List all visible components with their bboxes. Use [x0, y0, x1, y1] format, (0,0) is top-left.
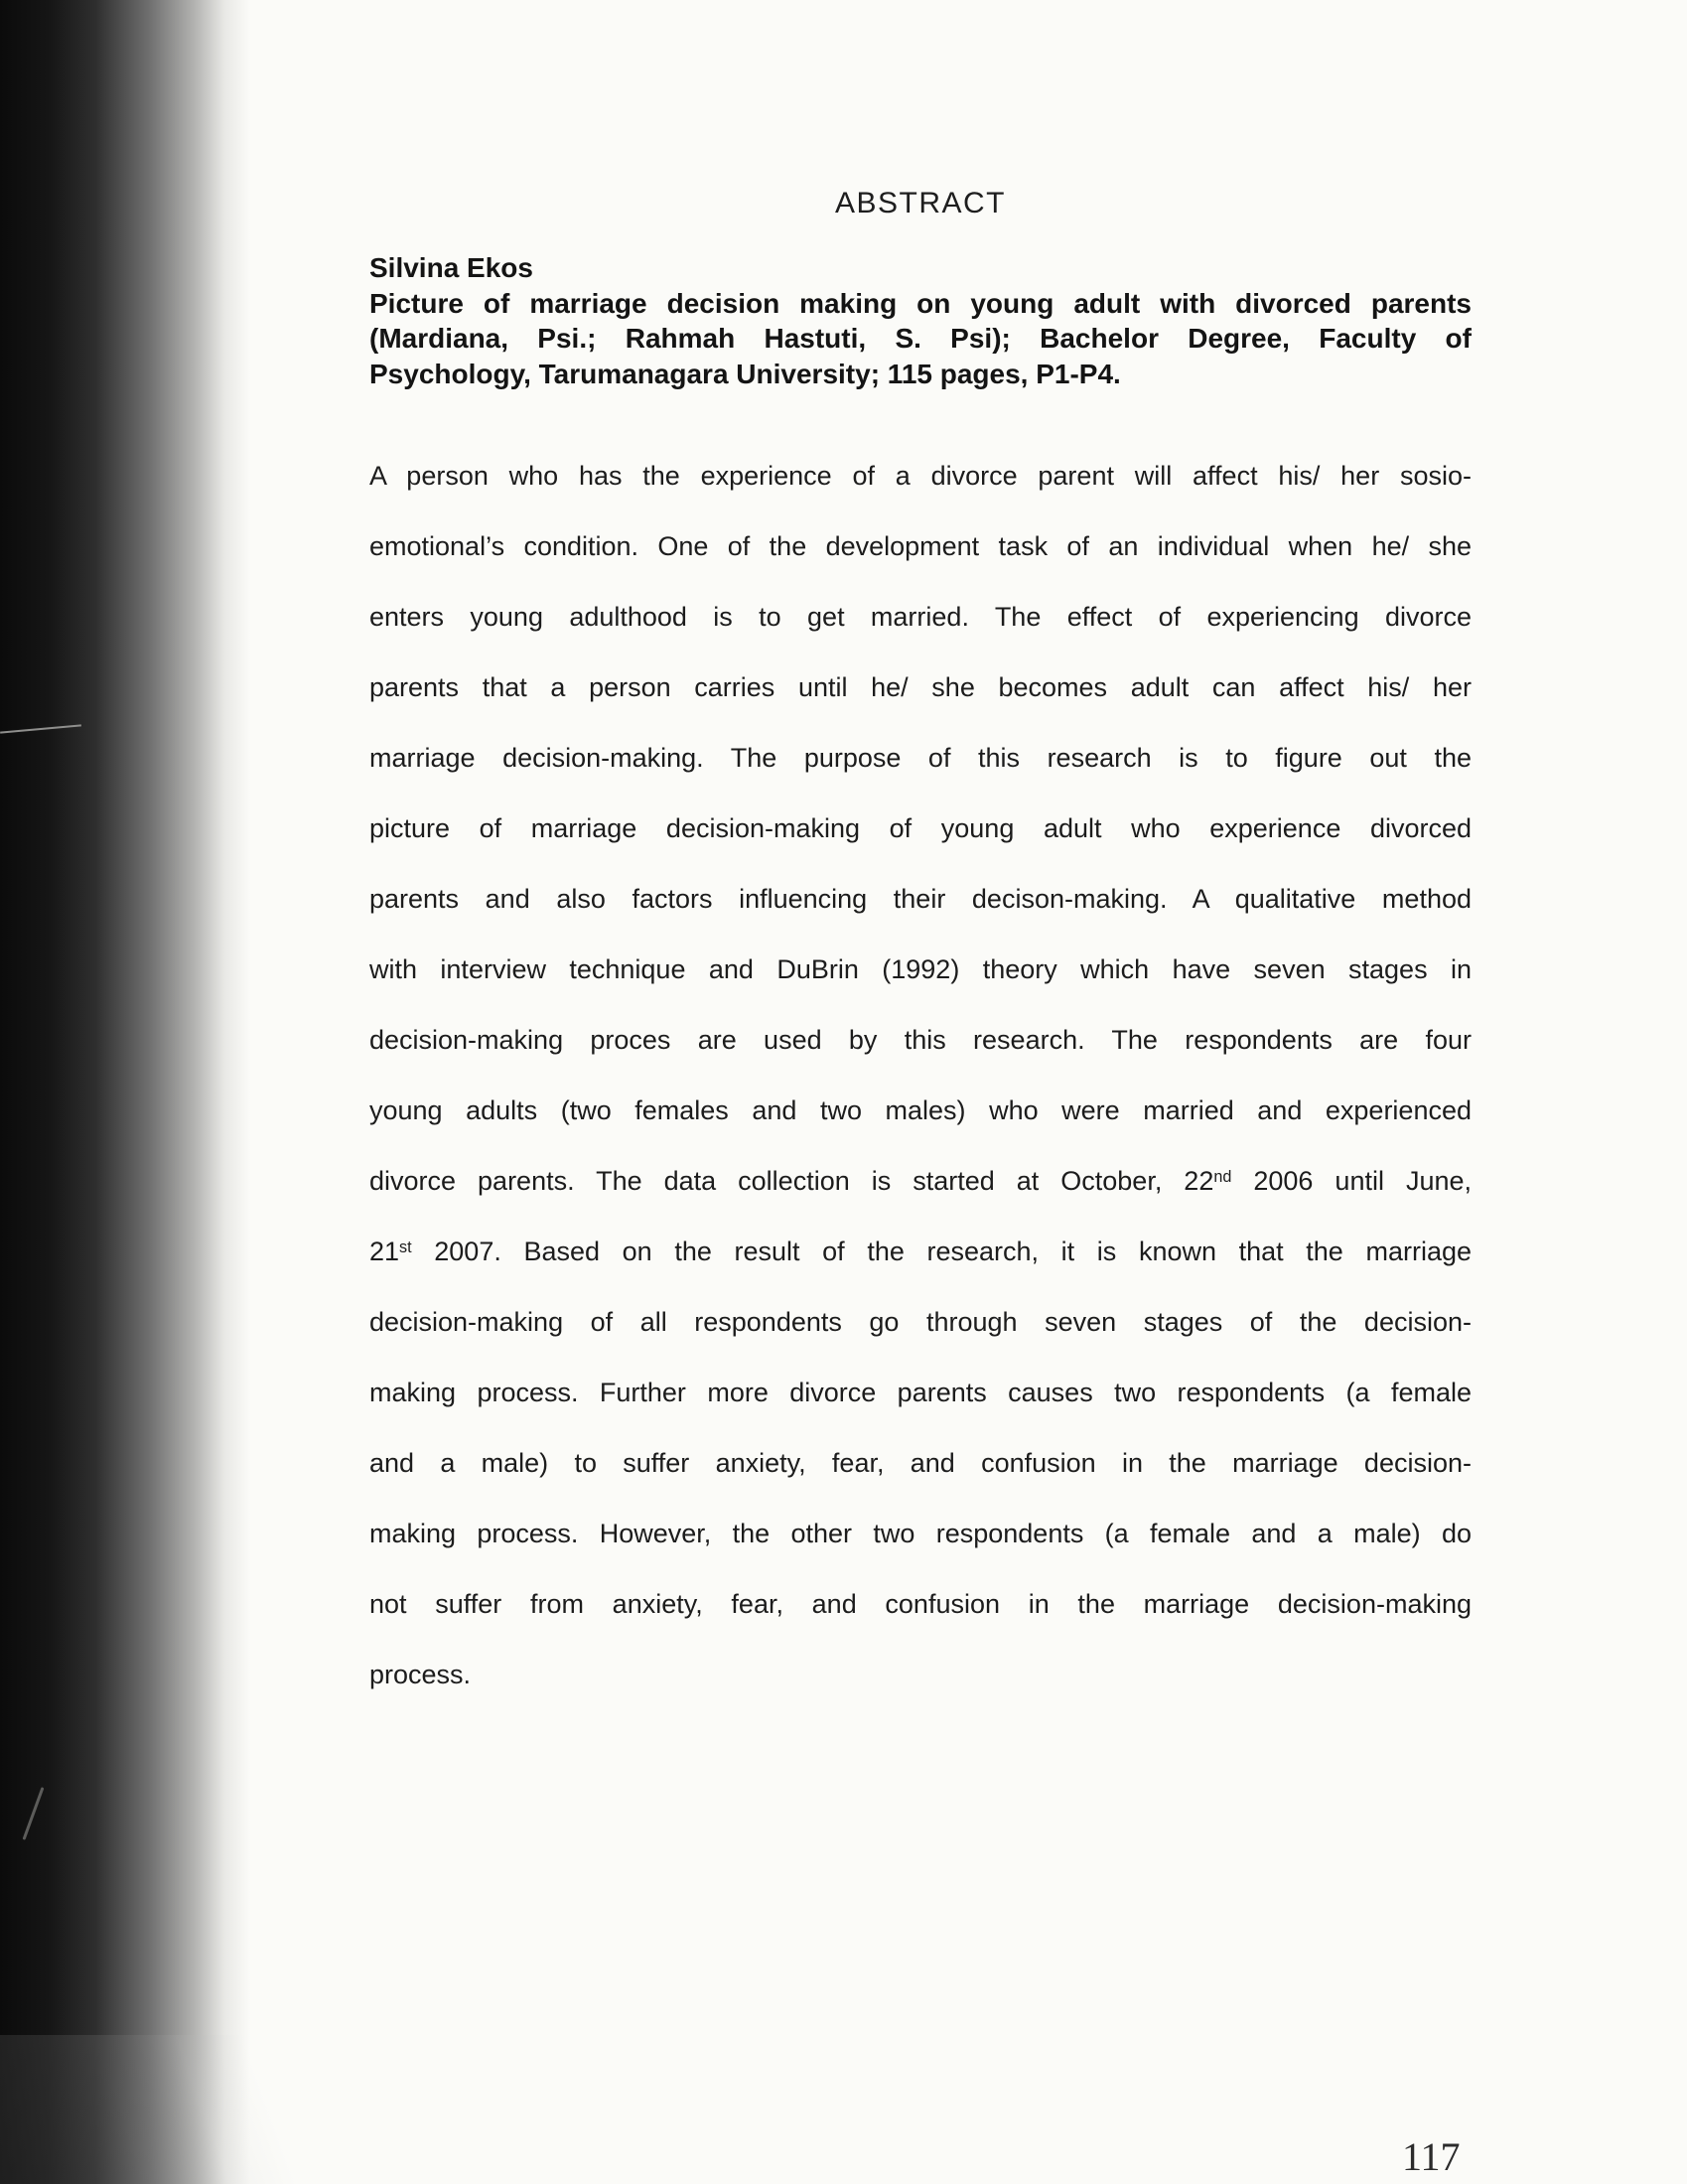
ordinal-superscript: nd	[1213, 1167, 1232, 1186]
body-text-line: 21st 2007. Based on the result of the research, it is known that the marriage	[369, 1237, 1472, 1266]
body-text-line: A person who has the experience of a divorce parent will affect his/ her sosio-	[369, 461, 1472, 491]
abstract-heading: ABSTRACT	[834, 187, 1007, 219]
abstract-body	[369, 441, 1472, 1710]
body-text-line: making process. However, the other two respondents (a female and a male) do	[369, 1519, 1472, 1548]
ordinal-superscript: st	[399, 1238, 412, 1256]
thesis-title	[369, 286, 1472, 392]
body-text-line: process.	[369, 1660, 472, 1689]
body-text-line: emotional’s condition. One of the development task of an individual when he/ she	[369, 531, 1472, 561]
body-text-line: enters young adulthood is to get married. The effect of experiencing divorce	[369, 602, 1472, 632]
body-text-line: making process. Further more divorce parents causes two respondents (a female	[369, 1378, 1472, 1407]
author-name: Silvina Ekos	[369, 252, 533, 283]
scan-corner-shadow	[0, 2035, 318, 2184]
scan-gutter-shadow	[0, 0, 250, 2184]
thesis-title-line: Picture of marriage decision making on young adult with divorced parents	[369, 287, 1472, 319]
body-text-line: and a male) to suffer anxiety, fear, and confusion in the marriage decision-	[369, 1448, 1472, 1478]
page-number: 117	[1402, 2134, 1461, 2179]
thesis-header-block	[369, 250, 1472, 391]
body-text-line: marriage decision-making. The purpose of this research is to figure out the	[369, 743, 1472, 773]
body-text-line: picture of marriage decision-making of young adult who experience divorced	[369, 813, 1472, 843]
thesis-title-line: (Mardiana, Psi.; Rahmah Hastuti, S. Psi); Bachelor Degree, Faculty of	[369, 323, 1472, 354]
body-text-line: with interview technique and DuBrin (1992) theory which have seven stages in	[369, 954, 1472, 984]
body-text-line: young adults (two females and two males) who were married and experienced	[369, 1095, 1472, 1125]
body-text-line: not suffer from anxiety, fear, and confusion in the marriage decision-making	[369, 1589, 1472, 1619]
thesis-title-line: Psychology, Tarumanagara University; 115 pages, P1-P4.	[369, 358, 1121, 389]
body-text-line: divorce parents. The data collection is started at October, 22nd 2006 until June,	[369, 1166, 1473, 1196]
body-text-line: parents that a person carries until he/ she becomes adult can affect his/ her	[369, 672, 1472, 702]
body-text-line: decision-making of all respondents go through seven stages of the decision-	[369, 1307, 1472, 1337]
body-text-line: decision-making proces are used by this research. The respondents are four	[369, 1025, 1472, 1055]
body-text-line: parents and also factors influencing their decison-making. A qualitative method	[369, 884, 1472, 914]
